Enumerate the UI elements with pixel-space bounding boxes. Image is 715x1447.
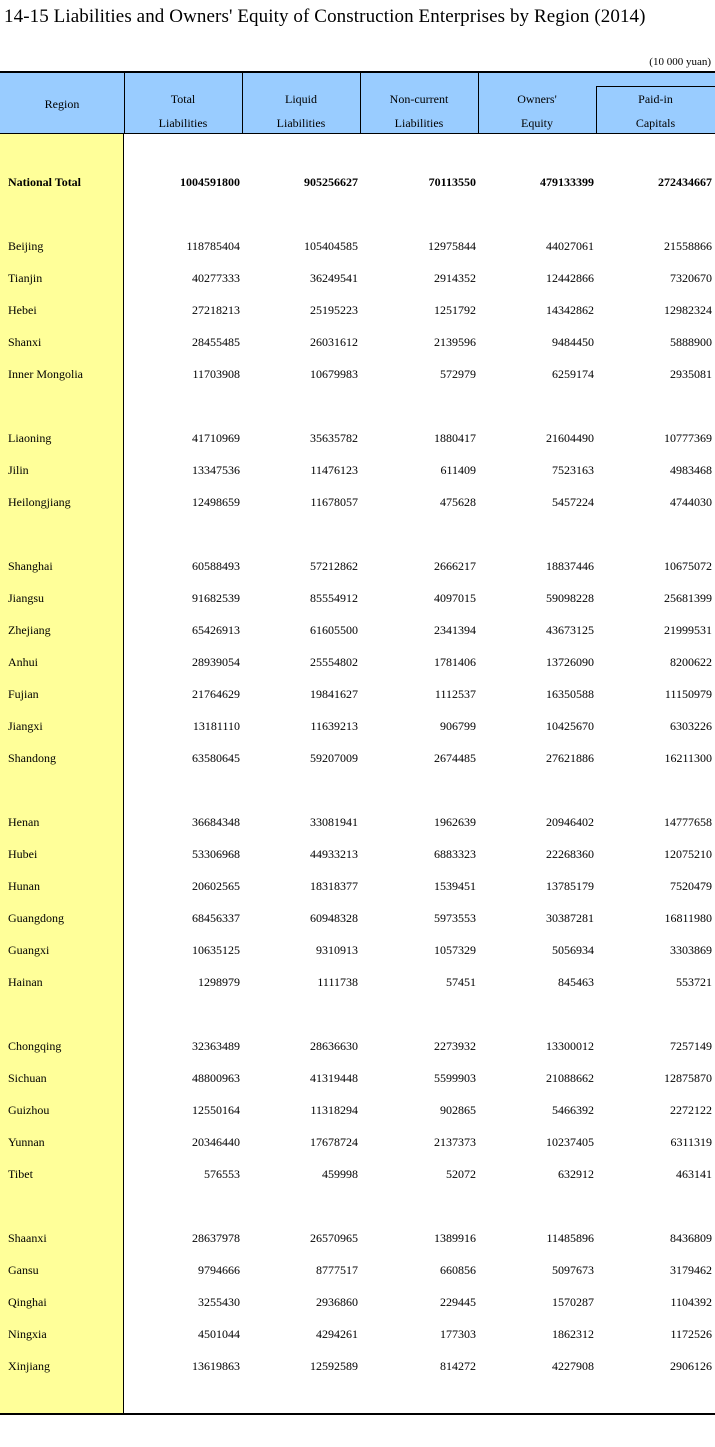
region-name: Xinjiang [8, 1359, 50, 1373]
header-owners-equity [478, 73, 596, 134]
value-cell: 52072 [446, 1167, 476, 1181]
value-cell: 91682539 [192, 591, 240, 605]
value-cell: 3255430 [198, 1295, 240, 1309]
value-cell: 5466392 [552, 1103, 594, 1117]
value-cell: 21088662 [546, 1071, 594, 1085]
value-cell: 60948328 [310, 911, 358, 925]
value-cell: 28637978 [192, 1231, 240, 1245]
region-name: Chongqing [8, 1039, 62, 1053]
value-cell: 60588493 [192, 559, 240, 573]
value-cell: 3303869 [670, 943, 712, 957]
value-cell: 22268360 [546, 847, 594, 861]
value-cell: 814272 [440, 1359, 476, 1373]
value-cell: 18318377 [310, 879, 358, 893]
region-name: Beijing [8, 239, 44, 253]
table-row [0, 367, 715, 383]
value-cell: 10675072 [664, 559, 712, 573]
value-cell: 4983468 [670, 463, 712, 477]
column-divider [124, 73, 125, 134]
value-cell: 2666217 [434, 559, 476, 573]
value-cell: 2273932 [434, 1039, 476, 1053]
value-cell: 10425670 [546, 719, 594, 733]
region-name: Jiangsu [8, 591, 44, 605]
value-cell: 13726090 [546, 655, 594, 669]
value-cell: 2674485 [434, 751, 476, 765]
value-cell: 229445 [440, 1295, 476, 1309]
value-cell: 8200622 [670, 655, 712, 669]
value-cell: 5097673 [552, 1263, 594, 1277]
region-name: Shanghai [8, 559, 53, 573]
table-row [0, 239, 715, 255]
value-cell: 660856 [440, 1263, 476, 1277]
table-row [0, 1359, 715, 1375]
region-name: Hubei [8, 847, 38, 861]
value-cell: 21604490 [546, 431, 594, 445]
table-row [0, 463, 715, 479]
header-label-line: Equity [521, 116, 553, 130]
page-title: 14-15 Liabilities and Owners' Equity of Construction Enterprises by Region (2014) [4, 6, 646, 27]
value-cell: 12550164 [192, 1103, 240, 1117]
value-cell: 902865 [440, 1103, 476, 1117]
value-cell: 21558866 [664, 239, 712, 253]
header-total-liabilities [124, 73, 242, 134]
header-region-label: Region [44, 97, 80, 111]
region-name: Zhejiang [8, 623, 51, 637]
value-cell: 48800963 [192, 1071, 240, 1085]
table-row [0, 303, 715, 319]
value-cell: 11476123 [310, 463, 358, 477]
region-name: Shanxi [8, 335, 42, 349]
value-cell: 25554802 [310, 655, 358, 669]
value-cell: 61605500 [310, 623, 358, 637]
value-cell: 9794666 [198, 1263, 240, 1277]
table-row [0, 559, 715, 575]
value-cell: 21764629 [192, 687, 240, 701]
header-label-line: Liabilities [158, 116, 208, 130]
value-cell: 21999531 [664, 623, 712, 637]
value-cell: 28939054 [192, 655, 240, 669]
region-name: Shandong [8, 751, 56, 765]
region-name: Fujian [8, 687, 39, 701]
value-cell: 4744030 [670, 495, 712, 509]
value-cell: 7257149 [670, 1039, 712, 1053]
table-row [0, 1167, 715, 1183]
value-cell: 13619863 [192, 1359, 240, 1373]
region-name: Guangdong [8, 911, 64, 925]
table-bottom-rule [0, 1413, 715, 1415]
value-cell: 28636630 [310, 1039, 358, 1053]
value-cell: 10679983 [310, 367, 358, 381]
region-name: Anhui [8, 655, 38, 669]
value-cell: 1298979 [198, 975, 240, 989]
value-cell: 9484450 [552, 335, 594, 349]
value-cell: 27621886 [546, 751, 594, 765]
region-name: Sichuan [8, 1071, 47, 1085]
table-row [0, 623, 715, 639]
value-cell: 105404585 [304, 239, 358, 253]
value-cell: 17678724 [310, 1135, 358, 1149]
value-cell: 32363489 [192, 1039, 240, 1053]
table-row [0, 1231, 715, 1247]
value-cell: 8777517 [316, 1263, 358, 1277]
table-row [0, 495, 715, 511]
value-cell: 9310913 [316, 943, 358, 957]
region-name: Hunan [8, 879, 40, 893]
region-name: Jilin [8, 463, 29, 477]
value-cell: 2272122 [670, 1103, 712, 1117]
value-cell: 463141 [676, 1167, 712, 1181]
value-cell: 41710969 [192, 431, 240, 445]
value-cell: 4227908 [552, 1359, 594, 1373]
header-label-line: Liabilities [394, 116, 444, 130]
value-cell: 3179462 [670, 1263, 712, 1277]
value-cell: 43673125 [546, 623, 594, 637]
table-row [0, 1135, 715, 1151]
value-cell: 12592589 [310, 1359, 358, 1373]
value-cell: 576553 [204, 1167, 240, 1181]
region-name: Qinghai [8, 1295, 47, 1309]
value-cell: 4294261 [316, 1327, 358, 1341]
value-cell: 20346440 [192, 1135, 240, 1149]
table-row [0, 271, 715, 287]
value-cell: 53306968 [192, 847, 240, 861]
value-cell: 6311319 [670, 1135, 712, 1149]
column-divider [242, 73, 243, 134]
value-cell: 16211300 [664, 751, 712, 765]
header-label-line: Liquid [285, 92, 317, 106]
value-cell: 5056934 [552, 943, 594, 957]
value-cell: 1057329 [434, 943, 476, 957]
value-cell: 6259174 [552, 367, 594, 381]
table-row [0, 943, 715, 959]
value-cell: 572979 [440, 367, 476, 381]
value-cell: 16350588 [546, 687, 594, 701]
table-row [0, 687, 715, 703]
value-cell: 40277333 [192, 271, 240, 285]
value-cell: 26031612 [310, 335, 358, 349]
table-row [0, 879, 715, 895]
value-cell: 63580645 [192, 751, 240, 765]
region-name: Ningxia [8, 1327, 47, 1341]
value-cell: 68456337 [192, 911, 240, 925]
value-cell: 2936860 [316, 1295, 358, 1309]
value-cell: 20946402 [546, 815, 594, 829]
value-cell: 33081941 [310, 815, 358, 829]
header-label-line: Capitals [635, 116, 676, 130]
table-row [0, 1263, 715, 1279]
value-cell: 2341394 [434, 623, 476, 637]
region-name: Tianjin [8, 271, 43, 285]
value-cell: 10777369 [664, 431, 712, 445]
value-cell: 11703908 [192, 367, 240, 381]
value-cell: 1172526 [670, 1327, 712, 1341]
value-cell: 5973553 [434, 911, 476, 925]
value-cell: 12875870 [664, 1071, 712, 1085]
value-cell: 2906126 [670, 1359, 712, 1373]
region-name: National Total [8, 175, 82, 189]
table-row [0, 1327, 715, 1343]
header-label-line: Owners' [517, 92, 557, 106]
region-name: Guangxi [8, 943, 50, 957]
value-cell: 7320670 [670, 271, 712, 285]
value-cell: 30387281 [546, 911, 594, 925]
value-cell: 7520479 [670, 879, 712, 893]
value-cell: 57451 [446, 975, 476, 989]
data-table [0, 71, 715, 1415]
value-cell: 475628 [440, 495, 476, 509]
region-name: Guizhou [8, 1103, 50, 1117]
value-cell: 13181110 [192, 719, 240, 733]
header-label-line: Liabilities [276, 116, 326, 130]
national-total-row [0, 175, 715, 191]
value-cell: 10635125 [192, 943, 240, 957]
value-cell: 2139596 [434, 335, 476, 349]
value-cell: 11318294 [310, 1103, 358, 1117]
table-row [0, 1295, 715, 1311]
value-cell: 36684348 [192, 815, 240, 829]
header-label-line: Paid-in [638, 92, 673, 106]
value-cell: 57212862 [310, 559, 358, 573]
value-cell: 1880417 [434, 431, 476, 445]
value-cell: 1389916 [434, 1231, 476, 1245]
table-row [0, 815, 715, 831]
value-cell: 12442866 [546, 271, 594, 285]
region-name: Inner Mongolia [8, 367, 83, 381]
value-cell: 12975844 [428, 239, 476, 253]
table-row [0, 655, 715, 671]
table-header [0, 71, 715, 134]
value-cell: 13785179 [546, 879, 594, 893]
value-cell: 70113550 [428, 175, 476, 189]
value-cell: 11485896 [546, 1231, 594, 1245]
value-cell: 36249541 [310, 271, 358, 285]
value-cell: 27218213 [192, 303, 240, 317]
region-name: Heilongjiang [8, 495, 71, 509]
value-cell: 14342862 [546, 303, 594, 317]
table-row [0, 1103, 715, 1119]
value-cell: 1104392 [670, 1295, 712, 1309]
value-cell: 12982324 [664, 303, 712, 317]
value-cell: 8436809 [670, 1231, 712, 1245]
header-label-line: Non-current [389, 92, 449, 106]
region-name: Tibet [8, 1167, 33, 1181]
value-cell: 6883323 [434, 847, 476, 861]
value-cell: 1539451 [434, 879, 476, 893]
value-cell: 7523163 [552, 463, 594, 477]
value-cell: 59098228 [546, 591, 594, 605]
value-cell: 906799 [440, 719, 476, 733]
value-cell: 4501044 [198, 1327, 240, 1341]
value-cell: 26570965 [310, 1231, 358, 1245]
value-cell: 85554912 [310, 591, 358, 605]
value-cell: 11639213 [310, 719, 358, 733]
region-column-band [0, 134, 124, 1413]
value-cell: 1962639 [434, 815, 476, 829]
value-cell: 28455485 [192, 335, 240, 349]
value-cell: 1570287 [552, 1295, 594, 1309]
value-cell: 479133399 [540, 175, 594, 189]
value-cell: 25195223 [310, 303, 358, 317]
value-cell: 1781406 [434, 655, 476, 669]
region-name: Yunnan [8, 1135, 45, 1149]
table-row [0, 751, 715, 767]
table-row [0, 911, 715, 927]
column-divider [478, 73, 479, 134]
region-name: Hebei [8, 303, 37, 317]
header-label-line: Total [170, 92, 196, 106]
value-cell: 1251792 [434, 303, 476, 317]
value-cell: 18837446 [546, 559, 594, 573]
table-row [0, 335, 715, 351]
table-row [0, 431, 715, 447]
table-row [0, 719, 715, 735]
value-cell: 25681399 [664, 591, 712, 605]
region-name: Henan [8, 815, 40, 829]
value-cell: 16811980 [664, 911, 712, 925]
value-cell: 272434667 [658, 175, 712, 189]
value-cell: 65426913 [192, 623, 240, 637]
value-cell: 1862312 [552, 1327, 594, 1341]
column-divider [360, 73, 361, 134]
value-cell: 1111738 [317, 975, 358, 989]
value-cell: 11678057 [310, 495, 358, 509]
value-cell: 1112537 [434, 687, 476, 701]
value-cell: 44933213 [310, 847, 358, 861]
value-cell: 553721 [676, 975, 712, 989]
value-cell: 13300012 [546, 1039, 594, 1053]
value-cell: 19841627 [310, 687, 358, 701]
value-cell: 4097015 [434, 591, 476, 605]
value-cell: 2935081 [670, 367, 712, 381]
value-cell: 905256627 [304, 175, 358, 189]
value-cell: 14777658 [664, 815, 712, 829]
region-name: Shaanxi [8, 1231, 47, 1245]
region-name: Gansu [8, 1263, 39, 1277]
value-cell: 2914352 [434, 271, 476, 285]
value-cell: 35635782 [310, 431, 358, 445]
value-cell: 1004591800 [180, 175, 240, 189]
value-cell: 59207009 [310, 751, 358, 765]
value-cell: 10237405 [546, 1135, 594, 1149]
region-name: Jiangxi [8, 719, 43, 733]
value-cell: 177303 [440, 1327, 476, 1341]
value-cell: 41319448 [310, 1071, 358, 1085]
value-cell: 13347536 [192, 463, 240, 477]
value-cell: 118785404 [186, 239, 240, 253]
value-cell: 20602565 [192, 879, 240, 893]
table-row [0, 1039, 715, 1055]
region-name: Hainan [8, 975, 43, 989]
table-row [0, 975, 715, 991]
region-name: Liaoning [8, 431, 52, 445]
value-cell: 2137373 [434, 1135, 476, 1149]
value-cell: 11150979 [664, 687, 712, 701]
paidin-subheader-box [596, 86, 715, 134]
value-cell: 12075210 [664, 847, 712, 861]
header-region [0, 73, 124, 134]
value-cell: 12498659 [192, 495, 240, 509]
value-cell: 5599903 [434, 1071, 476, 1085]
value-cell: 459998 [322, 1167, 358, 1181]
table-row [0, 1071, 715, 1087]
value-cell: 44027061 [546, 239, 594, 253]
value-cell: 5888900 [670, 335, 712, 349]
value-cell: 632912 [558, 1167, 594, 1181]
header-liquid-liabilities [242, 73, 360, 134]
value-cell: 845463 [558, 975, 594, 989]
table-row [0, 591, 715, 607]
header-noncurrent-liabilities [360, 73, 478, 134]
value-cell: 611409 [440, 463, 476, 477]
table-row [0, 847, 715, 863]
unit-note: (10 000 yuan) [649, 56, 711, 68]
value-cell: 5457224 [552, 495, 594, 509]
value-cell: 6303226 [670, 719, 712, 733]
